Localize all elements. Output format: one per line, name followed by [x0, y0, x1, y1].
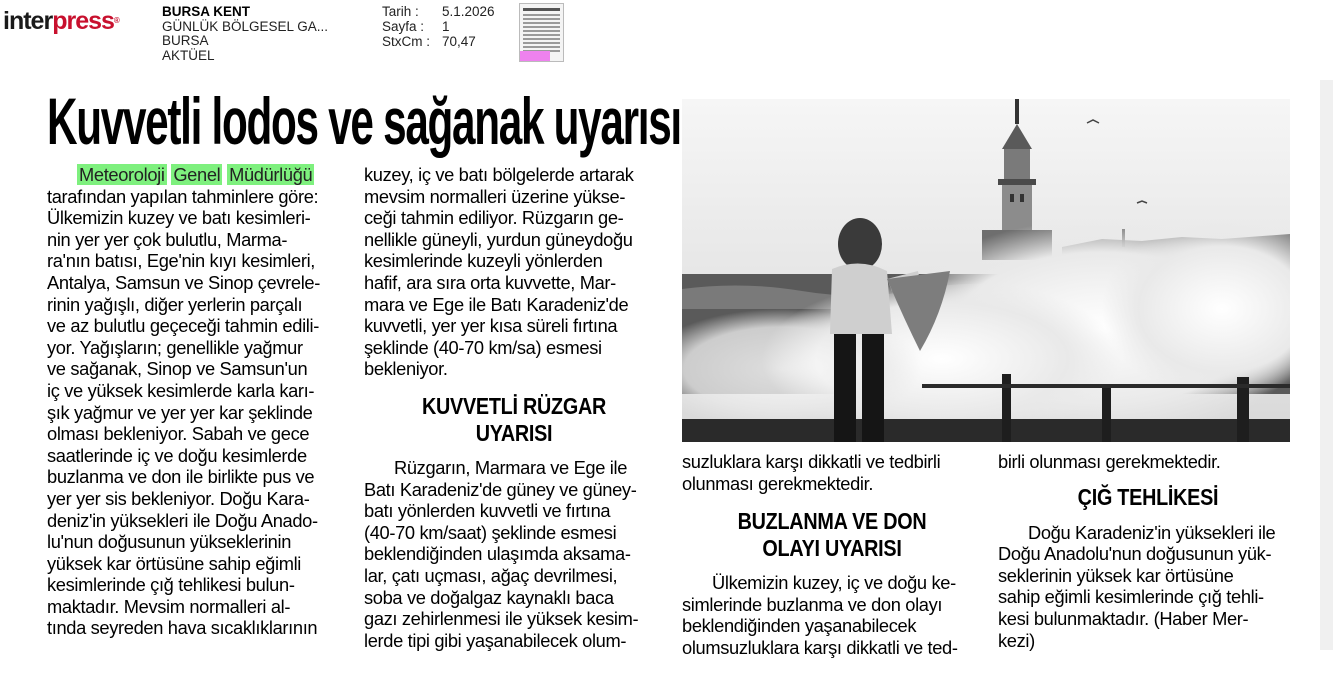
- publication-section: AKTÜEL: [162, 47, 215, 63]
- text-line: beklendiğinden ulaşımda aksama-: [364, 543, 631, 565]
- text-line: mevsim normalleri üzerine yükse-: [364, 185, 626, 207]
- text-line: buzlanma ve don ile birlikte pus ve: [47, 466, 315, 488]
- text-line: lar, çatı uçması, ağaç devrilmesi,: [364, 564, 618, 586]
- text-line: seklerinin yüksek kar örtüsüne: [998, 564, 1234, 586]
- col4-body-bottom-rest: [998, 543, 1298, 651]
- highlight-term: Müdürlüğü: [229, 164, 313, 185]
- meta-stxcm: StxCm : 70,47: [382, 34, 476, 49]
- text-line: iç ve yüksek kesimlerde karla karı-: [47, 379, 315, 401]
- text-line: tarafından yapılan tahminlere göre:: [47, 185, 319, 207]
- article-headline: Kuvvetli lodos ve sağanak uyarısı: [47, 84, 681, 158]
- text-line: suzluklara karşı dikkatli ve tedbirli: [682, 451, 941, 472]
- text-line: Batı Karadeniz'de güney ve güney-: [364, 478, 637, 500]
- text-line: nellikle güneyli, yurdun güneydoğu: [364, 228, 633, 250]
- col3-body-top: [682, 451, 982, 494]
- text-line: kesimlerinde kuzeyli yönlerden: [364, 250, 603, 272]
- text-line: gazı zehirlenmesi ile yüksek kesim-: [364, 608, 639, 630]
- subheading-avalanche: [1019, 484, 1277, 511]
- text-line: nin yer yer çok bulutlu, Marma-: [47, 228, 288, 250]
- meta-date: Tarih : 5.1.2026: [382, 4, 495, 19]
- text-line: olumsuzluklara karşı dikkatli ve ted-: [682, 636, 958, 658]
- text-line: kuzey, iç ve batı bölgelerde artarak: [364, 164, 634, 185]
- text-line: deniz'in yüksekleri ile Doğu Anado-: [47, 509, 318, 531]
- text-line: yer yer sis bekleniyor. Doğu Kara-: [47, 487, 310, 509]
- text-line: yüksek kar örtüsüne sahip eğimli: [47, 552, 302, 574]
- subheading-strong-wind: [385, 393, 643, 447]
- text-line: Doğu Karadeniz'in yüksekleri ile: [1028, 521, 1276, 543]
- col4-body-bottom: [998, 522, 1298, 544]
- clipping-header: [0, 0, 1333, 70]
- article-column-2: [364, 164, 664, 651]
- vertical-scrollbar[interactable]: [1320, 80, 1333, 650]
- text-line: kuvvetli, yer yer kısa süreli fırtına: [364, 315, 618, 337]
- text-line: rinin yağışlı, diğer yerlerin parçalı: [47, 293, 303, 315]
- text-line: şeklinde (40-70 km/sa) esmesi: [364, 336, 602, 358]
- publication-info: [162, 5, 328, 63]
- text-line: tında seyreden hava sıcaklıklarının: [47, 617, 318, 639]
- text-line: Ülkemizin kuzey ve batı kesimleri-: [47, 207, 311, 229]
- text-line: ceği tahmin ediliyor. Rüzgarın ge-: [364, 207, 624, 229]
- publication-city: BURSA: [162, 33, 209, 48]
- text-line: birli olunması gerekmektedir.: [998, 451, 1221, 472]
- text-line: Antalya, Samsun ve Sinop çevrele-: [47, 271, 320, 293]
- publication-name: BURSA KENT: [162, 4, 251, 19]
- publication-type: GÜNLÜK BÖLGESEL GA...: [162, 18, 329, 34]
- thumbnail-highlight: [520, 51, 550, 61]
- text-line: maktadır. Mevsim normalleri al-: [47, 595, 291, 617]
- text-line: lu'nun doğusunun yükseklerinin: [47, 531, 292, 553]
- page-thumbnail[interactable]: [519, 3, 564, 62]
- text-line: bekleniyor.: [364, 358, 448, 380]
- article-column-1: [47, 164, 352, 639]
- text-line: ra'nın batısı, Ege'nin kıyı kesimleri,: [47, 250, 316, 272]
- col4-body-top: [998, 451, 1298, 473]
- text-line: Ülkemizin kuzey, iç ve doğu ke-: [712, 572, 956, 594]
- col2-body-bottom: [364, 457, 664, 479]
- text-line: beklendiğinden yaşanabilecek: [682, 615, 917, 637]
- text-line: hafif, ara sıra orta kuvvette, Mar-: [364, 271, 616, 293]
- text-line: olması bekleniyor. Sabah ve gece: [47, 423, 310, 445]
- text-line: mara ve Ege ile Batı Karadeniz'de: [364, 293, 629, 315]
- text-line: olunması gerekmektedir.: [682, 472, 874, 494]
- text-line: şık yağmur ve yer yer kar şeklinde: [47, 401, 313, 423]
- text-line: soba ve doğalgaz kaynaklı baca: [364, 586, 614, 608]
- highlight-term: Meteoroloji: [79, 164, 165, 185]
- subheading-line: UYARISI: [475, 419, 553, 446]
- interpress-logo: interpress®: [3, 7, 120, 35]
- clipping-meta: [382, 4, 495, 49]
- subheading-frost-warning: [703, 508, 961, 562]
- article-column-4: [998, 451, 1298, 651]
- text-line: sahip eğimli kesimlerinde çığ tehli-: [998, 586, 1264, 608]
- article-column-3: [682, 451, 982, 659]
- text-line: yor. Yağışların; genellikle yağmur: [47, 336, 303, 358]
- col1-body: [47, 186, 352, 639]
- col2-body-top: [364, 164, 664, 380]
- col3-body-bottom: [682, 572, 982, 594]
- col1-first-line: [47, 164, 352, 186]
- text-line: lerde tipi gibi yaşanabilecek olum-: [364, 629, 627, 651]
- text-line: simlerinde buzlanma ve don olayı: [682, 593, 943, 615]
- text-line: kezi): [998, 629, 1035, 651]
- article-photo: [682, 99, 1290, 442]
- col2-body-bottom-rest: [364, 479, 664, 652]
- text-line: Rüzgarın, Marmara ve Ege ile: [394, 456, 628, 478]
- subheading-line: OLAYI UYARISI: [762, 535, 902, 562]
- text-line: ve az bulutlu geçeceği tahmin edili-: [47, 315, 319, 337]
- subheading-line: BUZLANMA VE DON: [737, 508, 927, 535]
- meta-page: Sayfa : 1: [382, 19, 450, 34]
- text-line: batı yönlerden kuvvetli ve fırtına: [364, 500, 611, 522]
- text-line: kesimlerinde çığ tehlikesi bulun-: [47, 574, 295, 596]
- text-line: (40-70 km/saat) şeklinde esmesi: [364, 521, 617, 543]
- subheading-line: ÇIĞ TEHLİKESİ: [1077, 483, 1219, 510]
- col3-body-bottom-rest: [682, 594, 982, 659]
- text-line: saatlerinde iç ve doğu kesimlerde: [47, 444, 307, 466]
- text-line: kesi bulunmaktadır. (Haber Mer-: [998, 607, 1249, 629]
- text-line: ve sağanak, Sinop ve Samsun'un: [47, 358, 308, 380]
- text-line: Doğu Anadolu'nun doğusunun yük-: [998, 543, 1272, 565]
- subheading-line: KUVVETLİ RÜZGAR: [421, 392, 607, 419]
- highlight-term: Genel: [173, 164, 221, 185]
